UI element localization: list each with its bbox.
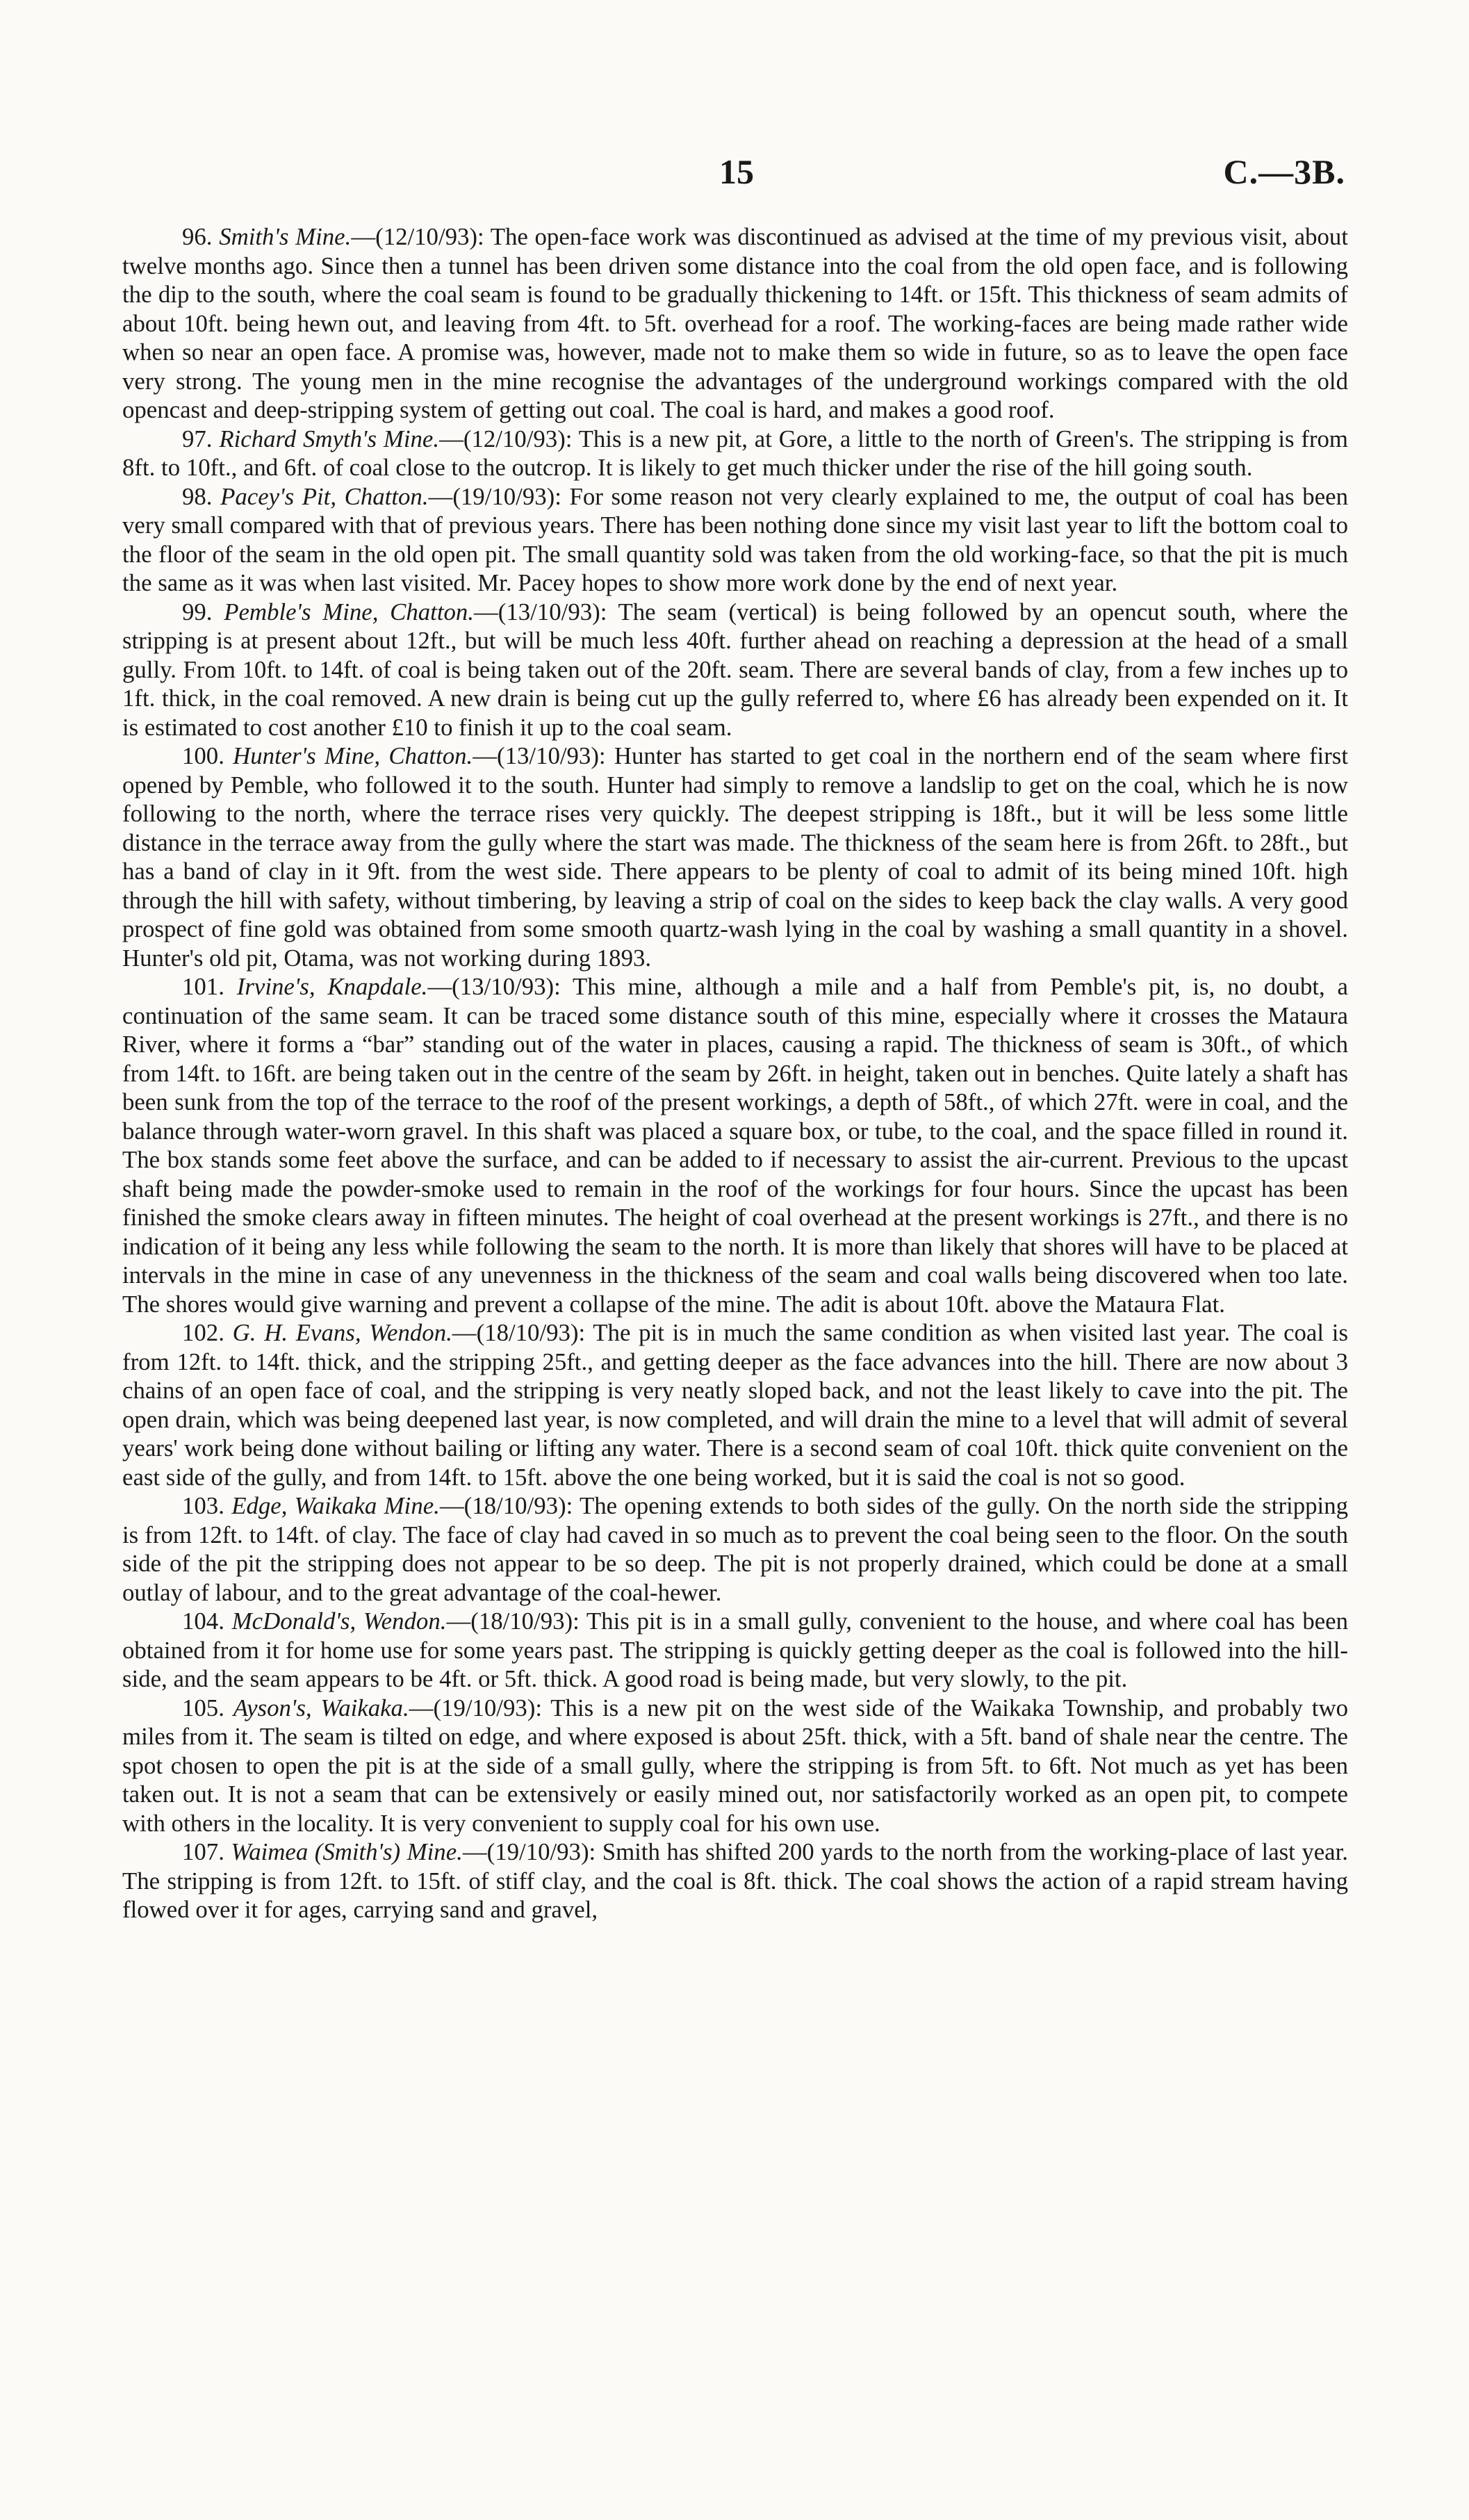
report-body bbox=[122, 222, 1348, 1924]
mine-title: G. H. Evans, Wendon. bbox=[232, 1319, 452, 1346]
paragraph-text: This pit is in a small gully, convenient to the house, and where coal has been obtained from it for home use for some years past. The stripping is quickly getting deeper as the coal is followed into the hill-side, and the seam appears to be 4ft. or 5ft. thick. A good road is being made, but very slowly, to the pit. bbox=[122, 1607, 1349, 1692]
paragraph-number: 101. bbox=[182, 973, 224, 1000]
inspection-date: —(13/10/93): bbox=[427, 973, 561, 1000]
inspection-date: —(18/10/93): bbox=[439, 1492, 573, 1519]
paragraph-text: The pit is in much the same condition as when visited last year. The coal is from 12ft. to 14ft. thick, and the stripping 25ft., and getting deeper as the face advances into the hill. There are now about 3 chains of an open face of coal, and the stripping is very neatly sloped back, and not the least likely to cave into the pit. The open drain, which was being deepened last year, is now completed, and will drain the mine to a level that will admit of several years' work being done without bailing or lifting any water. There is a second seam of coal 10ft. thick quite convenient on the east side of the gully, and from 14ft. to 15ft. above the one being worked, but it is said the coal is not so good. bbox=[122, 1319, 1348, 1491]
paragraph-text: Hunter has started to get coal in the northern end of the seam where first opened by Pemble, who followed it to the south. Hunter had simply to remove a landslip to get on the coal, which he is now following to the north, where the terrace rises very quickly. The deepest stripping is 18ft., but it will be less some little distance in the terrace away from the gully where the start was made. The thickness of the seam here is from 26ft. to 28ft., but has a band of clay in it 9ft. from the west side. There appears to be plenty of coal to admit of its being mined 10ft. high through the hill with safety, without timbering, by leaving a strip of coal on the sides to keep back the clay walls. A very good prospect of fine gold was obtained from some smooth quartz-wash lying in the coal by washing a small quantity in a shovel. Hunter's old pit, Otama, was not working during 1893. bbox=[122, 742, 1349, 972]
inspection-date: —(18/10/93): bbox=[452, 1319, 586, 1346]
paragraph-number: 107. bbox=[182, 1838, 224, 1865]
paragraph-text: Smith has shifted 200 yards to the north from the working-place of last year. The stripping is from 12ft. to 15ft. of stiff clay, and the coal is 8ft. thick. The coal shows the action of a rapid stream having flowed over it for ages, carrying sand and gravel, bbox=[122, 1838, 1348, 1923]
paragraph-100 bbox=[122, 742, 1348, 972]
paragraph-number: 97. bbox=[182, 425, 213, 452]
mine-title: Irvine's, Knapdale. bbox=[236, 973, 428, 1000]
paragraph-text: The opening extends to both sides of the gully. On the north side the stripping is from 12ft. to 14ft. of clay. The face of clay had caved in so much as to prevent the coal being seen to the floor. On the south side of the pit the stripping does not appear to be so deep. The pit is not properly drained, which could be done at a small outlay of labour, and to the great advantage of the coal-hewer. bbox=[122, 1492, 1348, 1606]
inspection-date: —(18/10/93): bbox=[446, 1607, 580, 1635]
paragraph-number: 104. bbox=[182, 1607, 224, 1635]
paragraph-text: The open-face work was discontinued as advised at the time of my previous visit, about twelve months ago. Since then a tunnel has been driven some distance into the coal from the old open face, and is following the dip to the south, where the coal seam is found to be gradually thickening to 14ft. or 15ft. This thickness of seam admits of about 10ft. being hewn out, and leaving from 4ft. to 5ft. overhead for a roof. The working-faces are being made rather wide when so near an open face. A promise was, however, made not to make them so wide in future, so as to leave the open face very strong. The young men in the mine recognise the advantages of the underground workings compared with the old opencast and deep-stripping system of getting out coal. The coal is hard, and makes a good roof. bbox=[122, 223, 1348, 423]
inspection-date: —(13/10/93): bbox=[474, 598, 607, 625]
paragraph-number: 103. bbox=[182, 1492, 224, 1519]
paragraph-98 bbox=[122, 482, 1348, 598]
paragraph-number: 105. bbox=[182, 1694, 224, 1721]
mine-title: Waimea (Smith's) Mine. bbox=[231, 1838, 463, 1865]
mine-title: McDonald's, Wendon. bbox=[231, 1607, 447, 1635]
inspection-date: —(12/10/93): bbox=[439, 425, 573, 452]
paragraph-104 bbox=[122, 1607, 1348, 1694]
inspection-date: —(19/10/93): bbox=[462, 1838, 596, 1865]
paragraph-97 bbox=[122, 425, 1348, 482]
page-number: 15 bbox=[719, 152, 754, 191]
paragraph-number: 100. bbox=[182, 742, 224, 769]
mine-title: Hunter's Mine, Chatton. bbox=[233, 742, 473, 769]
paragraph-102 bbox=[122, 1318, 1348, 1491]
paragraph-number: 96. bbox=[182, 223, 213, 250]
paragraph-103 bbox=[122, 1491, 1348, 1607]
inspection-date: —(13/10/93): bbox=[473, 742, 606, 769]
page-header bbox=[0, 152, 1469, 200]
paragraph-text: For some reason not very clearly explained to me, the output of coal has been very small compared with that of previous years. There has been nothing done since my visit last year to lift the bottom coal to the floor of the seam in the old open pit. The small quantity sold was taken from the old working-face, so that the pit is much the same as it was when last visited. Mr. Pacey hopes to show more work done by the end of next year. bbox=[122, 482, 1348, 596]
mine-title: Richard Smyth's Mine. bbox=[219, 425, 440, 452]
paragraph-99 bbox=[122, 598, 1348, 742]
mine-title: Smith's Mine. bbox=[219, 223, 352, 250]
paragraph-107 bbox=[122, 1838, 1348, 1924]
paragraph-number: 102. bbox=[182, 1319, 224, 1346]
paragraph-number: 98. bbox=[182, 482, 213, 510]
inspection-date: —(12/10/93): bbox=[351, 223, 484, 250]
inspection-date: —(19/10/93): bbox=[409, 1694, 543, 1721]
paragraph-number: 99. bbox=[182, 598, 213, 625]
paragraph-text: This is a new pit on the west side of the Waikaka Township, and probably two miles from it. The seam is tilted on edge, and where exposed is about 25ft. thick, with a 5ft. band of shale near the centre. The spot chosen to open the pit is at the side of a small gully, where the stripping is from 5ft. to 6ft. Not much as yet has been taken out. It is not a seam that can be extensively or easily mined out, nor satisfactorily worked as an open pit, to compete with others in the locality. It is very convenient to supply coal for his own use. bbox=[122, 1694, 1348, 1837]
paragraph-text: This mine, although a mile and a half from Pemble's pit, is, no doubt, a continuation of the same seam. It can be traced some distance south of this mine, especially where it crosses the Mataura River, where it forms a “bar” standing out of the water in places, causing a rapid. The thickness of seam is 30ft., of which from 14ft. to 16ft. are being taken out in the centre of the seam by 26ft. in height, taken out in benches. Quite lately a shaft has been sunk from the top of the terrace to the roof of the present workings, a depth of 58ft., of which 27ft. were in coal, and the balance through water-worn gravel. In this shaft was placed a square box, or tube, to the coal, and the space filled in round it. The box stands some feet above the surface, and can be added to if necessary to assist the air-current. Previous to the upcast shaft being made the powder-smoke used to remain in the roof of the workings for four hours. Since the upcast has been finished the smoke clears away in fifteen minutes. The height of coal overhead at the present workings is 27ft., and there is no indication of it being any less while following the seam to the north. It is more than likely that shores will have to be placed at intervals in the mine in case of any unevenness in the thickness of the seam and coal walls being discovered when too late. The shores would give warning and prevent a collapse of the mine. The adit is about 10ft. above the Mataura Flat. bbox=[122, 973, 1349, 1318]
paragraph-text: The seam (vertical) is being followed by an opencut south, where the stripping is at present about 12ft., but will be much less 40ft. further ahead on reaching a depression at the head of a small gully. From 10ft. to 14ft. of coal is being taken out of the 20ft. seam. There are several bands of clay, from a few inches up to 1ft. thick, in the coal removed. A new drain is being cut up the gully referred to, where £6 has already been expended on it. It is estimated to cost another £10 to finish it up to the coal seam. bbox=[122, 598, 1348, 741]
paragraph-101 bbox=[122, 972, 1348, 1318]
mine-title: Ayson's, Waikaka. bbox=[233, 1694, 409, 1721]
mine-title: Pacey's Pit, Chatton. bbox=[220, 482, 429, 510]
mine-title: Pemble's Mine, Chatton. bbox=[224, 598, 474, 625]
document-reference: C.—3B. bbox=[1223, 152, 1345, 191]
mine-title: Edge, Waikaka Mine. bbox=[231, 1492, 440, 1519]
paragraph-96 bbox=[122, 222, 1348, 425]
paragraph-text: This is a new pit, at Gore, a little to the north of Green's. The stripping is from 8ft. to 10ft., and 6ft. of coal close to the outcrop. It is likely to get much thicker under the rise of the hill going south. bbox=[122, 425, 1349, 481]
inspection-date: —(19/10/93): bbox=[428, 482, 561, 510]
paragraph-105 bbox=[122, 1694, 1348, 1838]
